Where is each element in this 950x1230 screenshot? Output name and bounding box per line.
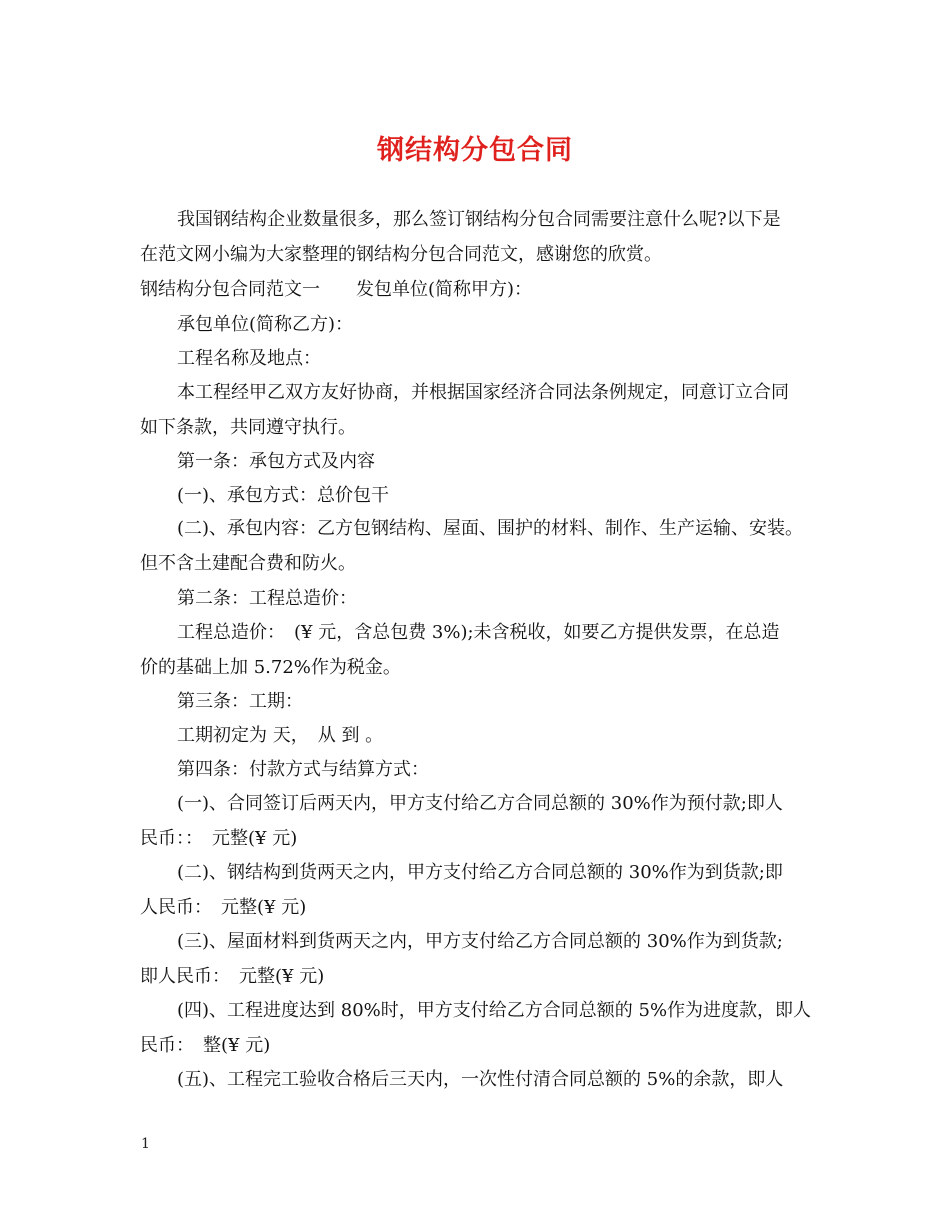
paragraph-line: (四)、工程进度达到 80%时，甲方支付给乙方合同总额的 5%作为进度款，即人: [177, 1000, 812, 1021]
paragraph-line: 第三条：工期：: [177, 691, 303, 712]
paragraph-line: 但不含土建配合费和防火。: [140, 553, 356, 574]
paragraph-line: 我国钢结构企业数量很多，那么签订钢结构分包合同需要注意什么呢?以下是: [177, 209, 781, 230]
paragraph-line: (五)、工程完工验收合格后三天内，一次性付清合同总额的 5%的余款，即人: [177, 1069, 784, 1090]
paragraph-line: 第一条：承包方式及内容: [177, 451, 375, 472]
document-title: 钢结构分包合同: [377, 135, 573, 166]
paragraph-line: (三)、屋面材料到货两天之内，甲方支付给乙方合同总额的 30%作为到货款;: [177, 931, 783, 952]
paragraph-line: 民币：： 元整(¥ 元): [140, 828, 298, 849]
paragraph-line: 价的基础上加 5.72%作为税金。: [140, 657, 401, 678]
paragraph-line: (一)、承包方式：总价包干: [177, 485, 390, 506]
paragraph-line: 本工程经甲乙双方友好协商，并根据国家经济合同法条例规定，同意订立合同: [177, 382, 789, 403]
paragraph-line: (二)、承包内容：乙方包钢结构、屋面、围护的材料、制作、生产运输、安装。: [177, 518, 804, 539]
paragraph-line: 工期初定为 天， 从 到 。: [177, 725, 384, 746]
page-number: 1: [141, 1136, 150, 1152]
paragraph-line: 工程名称及地点：: [177, 348, 321, 369]
paragraph-line: 第四条：付款方式与结算方式：: [177, 759, 429, 780]
paragraph-line: 人民币： 元整(¥ 元): [140, 897, 307, 918]
paragraph-line: 钢结构分包合同范文一 发包单位(简称甲方)：: [140, 279, 533, 300]
paragraph-line: 第二条：工程总造价：: [177, 588, 357, 609]
paragraph-line: 即人民币： 元整(¥ 元): [140, 966, 325, 987]
paragraph-line: 如下条款，共同遵守执行。: [140, 417, 356, 438]
paragraph-line: 民币： 整(¥ 元): [140, 1035, 271, 1056]
paragraph-line: 在范文网小编为大家整理的钢结构分包合同范文，感谢您的欣赏。: [140, 244, 662, 265]
paragraph-line: 承包单位(简称乙方)：: [177, 314, 354, 335]
paragraph-line: (一)、合同签订后两天内，甲方支付给乙方合同总额的 30%作为预付款;即人: [177, 793, 783, 814]
paragraph-line: (二)、钢结构到货两天之内，甲方支付给乙方合同总额的 30%作为到货款;即: [177, 862, 783, 883]
paragraph-line: 工程总造价： (¥ 元，含总包费 3%);未含税收，如要乙方提供发票，在总造: [177, 622, 780, 643]
